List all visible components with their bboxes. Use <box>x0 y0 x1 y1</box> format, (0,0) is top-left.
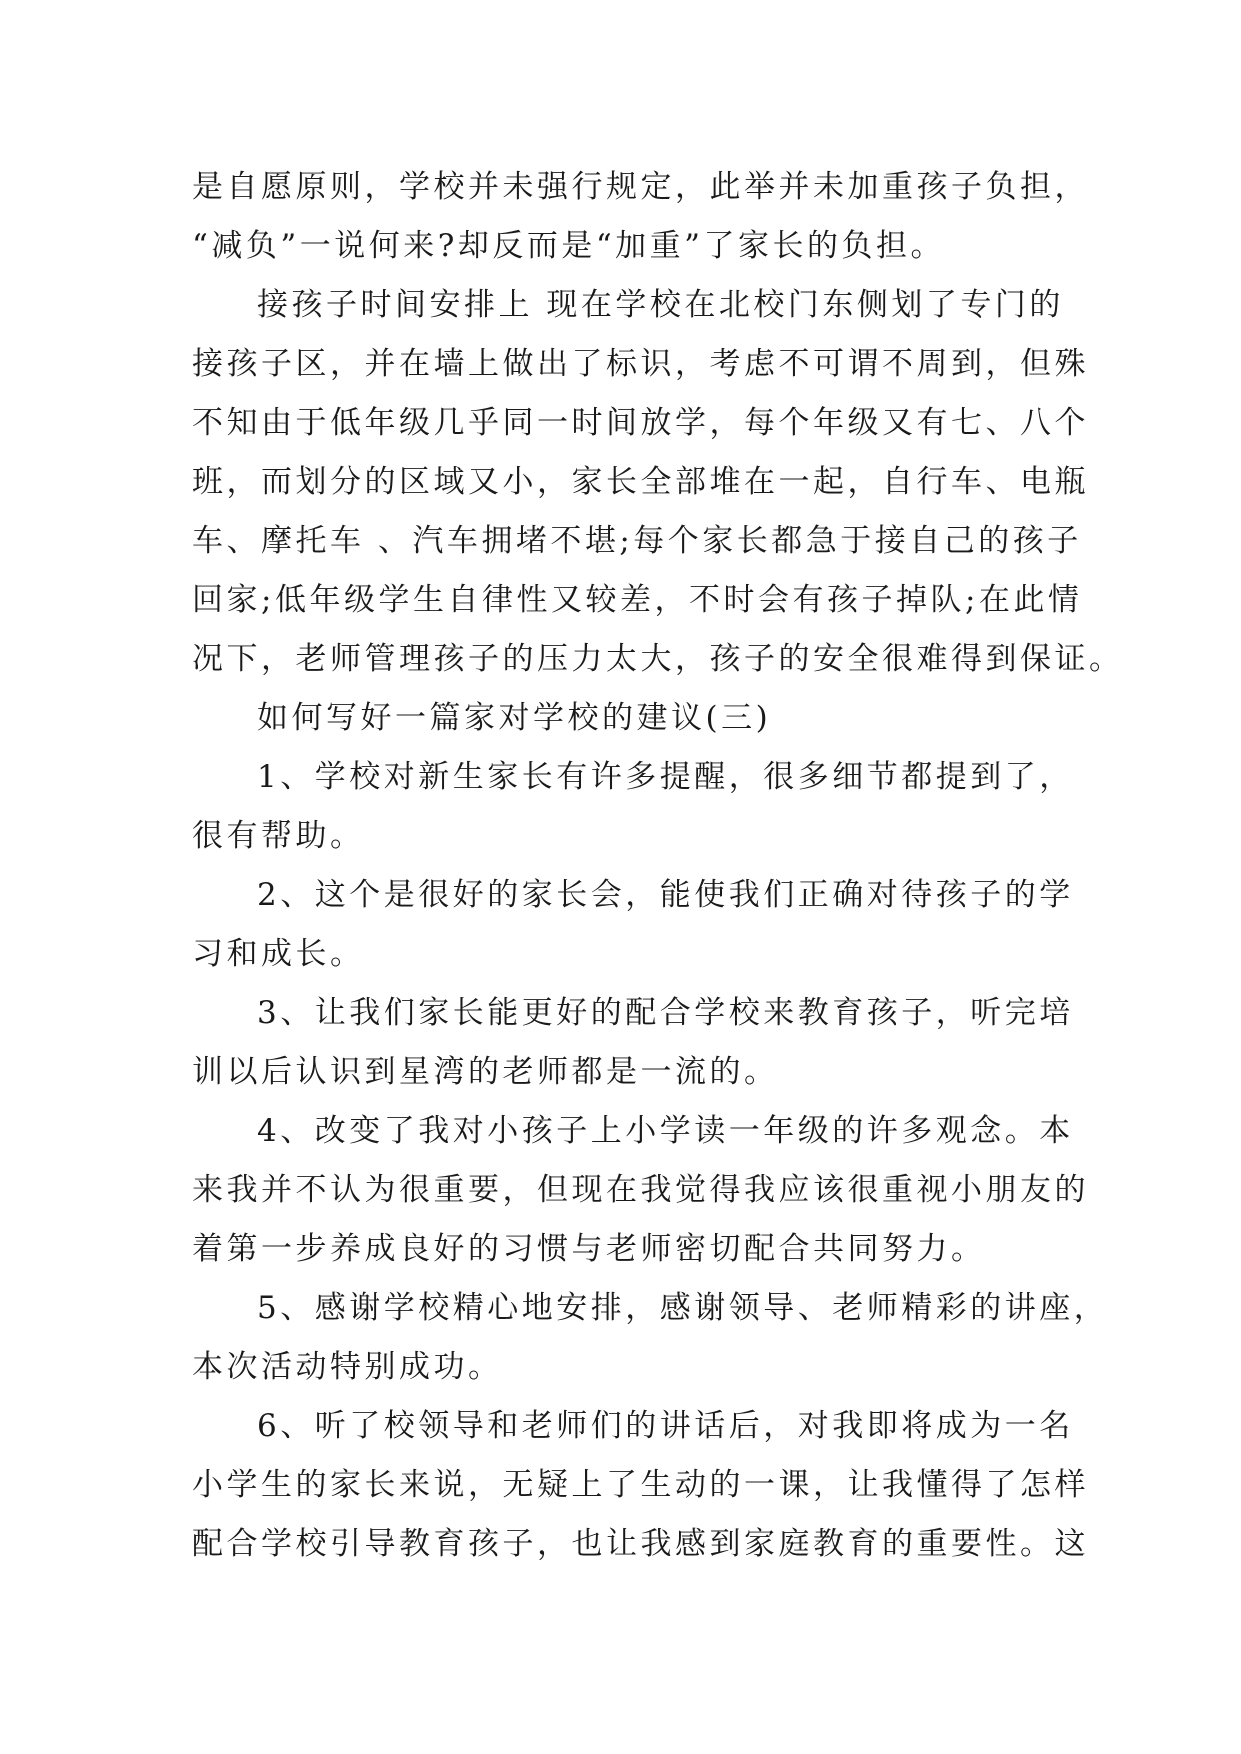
text-line: 况下，老师管理孩子的压力太大，孩子的安全很难得到保证。 <box>192 641 1124 677</box>
text-line: 4、改变了我对小孩子上小学读一年级的许多观念。本 <box>257 1113 1074 1149</box>
text-line: 5、感谢学校精心地安排，感谢领导、老师精彩的讲座， <box>257 1290 1109 1326</box>
text-line: 来我并不认为很重要，但现在我觉得我应该很重视小朋友的 <box>192 1172 1089 1208</box>
text-line: 接孩子时间安排上 现在学校在北校门东侧划了专门的 <box>257 287 1064 323</box>
text-line: “减负”一说何来?却反而是“加重”了家长的负担。 <box>192 228 946 264</box>
text-line: 习和成长。 <box>192 936 365 972</box>
text-line: 接孩子区，并在墙上做出了标识，考虑不可谓不周到，但殊 <box>192 346 1089 382</box>
text-line: 配合学校引导教育孩子，也让我感到家庭教育的重要性。这 <box>192 1526 1089 1562</box>
text-line: 3、让我们家长能更好的配合学校来教育孩子，听完培 <box>257 995 1074 1031</box>
text-line: 2、这个是很好的家长会，能使我们正确对待孩子的学 <box>257 877 1074 913</box>
text-line: 本次活动特别成功。 <box>192 1349 503 1385</box>
text-line: 班，而划分的区域又小，家长全部堆在一起，自行车、电瓶 <box>192 464 1089 500</box>
text-line: 是自愿原则，学校并未强行规定，此举并未加重孩子负担， <box>192 169 1089 205</box>
document-body <box>192 158 1124 1574</box>
text-line: 训以后认识到星湾的老师都是一流的。 <box>192 1054 779 1090</box>
text-line: 回家;低年级学生自律性又较差，不时会有孩子掉队;在此情 <box>192 582 1083 618</box>
text-line: 6、听了校领导和老师们的讲话后，对我即将成为一名 <box>257 1408 1074 1444</box>
text-line: 很有帮助。 <box>192 818 365 854</box>
text-line: 不知由于低年级几乎同一时间放学，每个年级又有七、八个 <box>192 405 1089 441</box>
text-line: 小学生的家长来说，无疑上了生动的一课，让我懂得了怎样 <box>192 1467 1089 1503</box>
text-line: 着第一步养成良好的习惯与老师密切配合共同努力。 <box>192 1231 986 1267</box>
text-line: 1、学校对新生家长有许多提醒，很多细节都提到了， <box>257 759 1074 795</box>
text-line: 车、摩托车 、汽车拥堵不堪;每个家长都急于接自己的孩子 <box>192 523 1082 559</box>
section-heading: 如何写好一篇家对学校的建议(三) <box>257 700 772 736</box>
